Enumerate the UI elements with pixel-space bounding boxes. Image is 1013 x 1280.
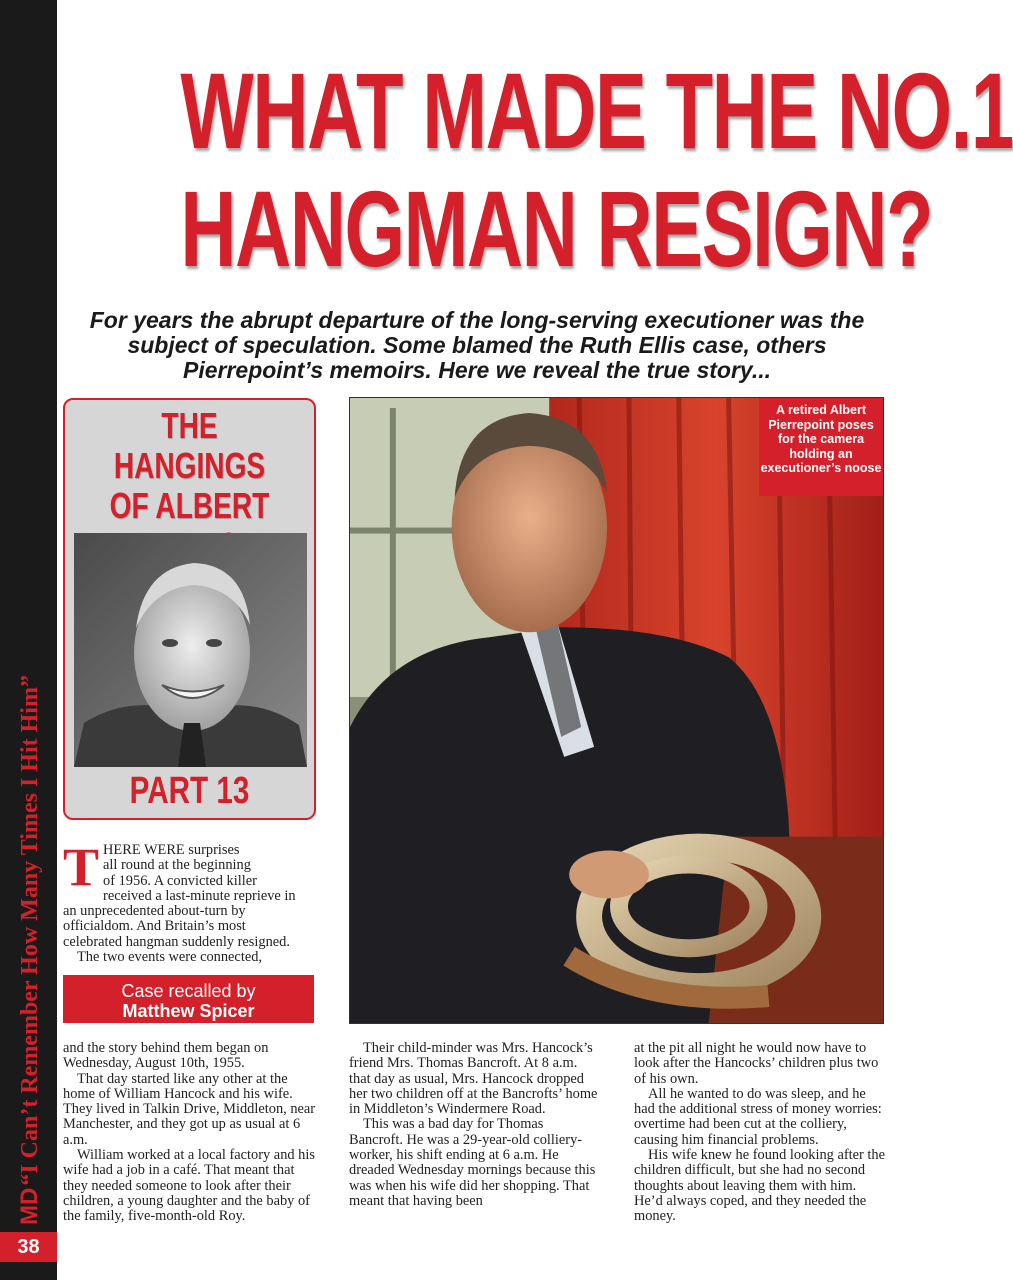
headline-line-2: HANGMAN RESIGN? xyxy=(180,168,933,289)
intro-line: HERE WERE surprises xyxy=(103,842,240,858)
headline xyxy=(180,50,1013,289)
page-number: 38 xyxy=(0,1232,57,1262)
part-label: PART 13 xyxy=(129,770,250,812)
series-running-title xyxy=(12,615,48,1225)
paragraph: His wife knew he found looking after the children difficult, but she had no second thoughts about leaving them with him. He’d always coped, and they needed the money. xyxy=(634,1147,885,1225)
intro-line: an unprecedented about-turn by xyxy=(63,903,246,920)
paragraph: That day started like any other at the home of William Hancock and his wife. They lived in Talkin Drive, Middleton, near Manchester, and they got up as usual at 6 a.m. xyxy=(63,1070,316,1148)
intro-text xyxy=(63,837,315,966)
paragraph: All he wanted to do was sleep, and he had the additional stress of money worries: overtime had been cut at the colliery, causing him financial problems. xyxy=(634,1085,882,1148)
pierrepoint-portrait-image xyxy=(74,533,307,767)
intro-line: received a last-minute reprieve in xyxy=(103,887,296,904)
byline-author: Matthew Spicer xyxy=(122,1001,255,1021)
standfirst: For years the abrupt departure of the long-serving executioner was the subject of speculation. Some blamed the Ruth Ellis case, others Pierrepoint’s memoirs. Here we reveal the true story... xyxy=(89,307,865,383)
paragraph: at the pit all night he would now have to look after the Hancocks’ children plus two of his own. xyxy=(634,1040,879,1087)
intro-line: The two events were connected, xyxy=(77,949,262,966)
body-column-1 xyxy=(63,1041,318,1225)
photo-caption: A retired Albert Pierrepoint poses for the camera holding an executioner’s noose xyxy=(759,398,883,496)
drop-cap: T xyxy=(63,837,100,897)
paragraph: and the story behind them began on Wednesday, August 10th, 1955. xyxy=(63,1040,269,1072)
byline-label: Case recalled by xyxy=(121,981,256,1001)
intro-line: of 1956. A convicted killer xyxy=(103,872,257,889)
body-column-2 xyxy=(349,1041,599,1209)
intro-line: all round at the beginning xyxy=(103,857,251,874)
series-name: “I Can’t Remember How Many Times I Hit Him” xyxy=(17,675,43,1186)
series-title-line-2: OF ALBERT xyxy=(109,485,270,526)
headline-line-1: WHAT MADE THE NO.1 xyxy=(180,50,1013,171)
intro-line: officialdom. And Britain’s most xyxy=(63,918,246,935)
paragraph: This was a bad day for Thomas Bancroft. He was a 29-year-old colliery-worker, his shift ending at 6 a.m. He dreaded Wednesday mornings because this was when his wife did her shopping. That meant that having been xyxy=(349,1116,596,1209)
intro-line: celebrated hangman suddenly resigned. xyxy=(63,933,290,950)
body-column-3 xyxy=(634,1041,886,1225)
md-logo: MD xyxy=(16,1187,43,1225)
paragraph: Their child-minder was Mrs. Hancock’s friend Mrs. Thomas Bancroft. At 8 a.m. that day as usual, Mrs. Hancock dropped her two children off at the Bancrofts’ home in Middleton’s Windermere Road. xyxy=(349,1040,598,1118)
paragraph: William worked at a local factory and his wife had a job in a café. That meant that they needed someone to look after their children, a young daughter and the baby of the family, five-month-old Roy. xyxy=(63,1147,315,1225)
byline xyxy=(63,975,314,1023)
series-title-line-1: THE HANGINGS xyxy=(113,405,266,486)
series-box xyxy=(63,398,316,820)
